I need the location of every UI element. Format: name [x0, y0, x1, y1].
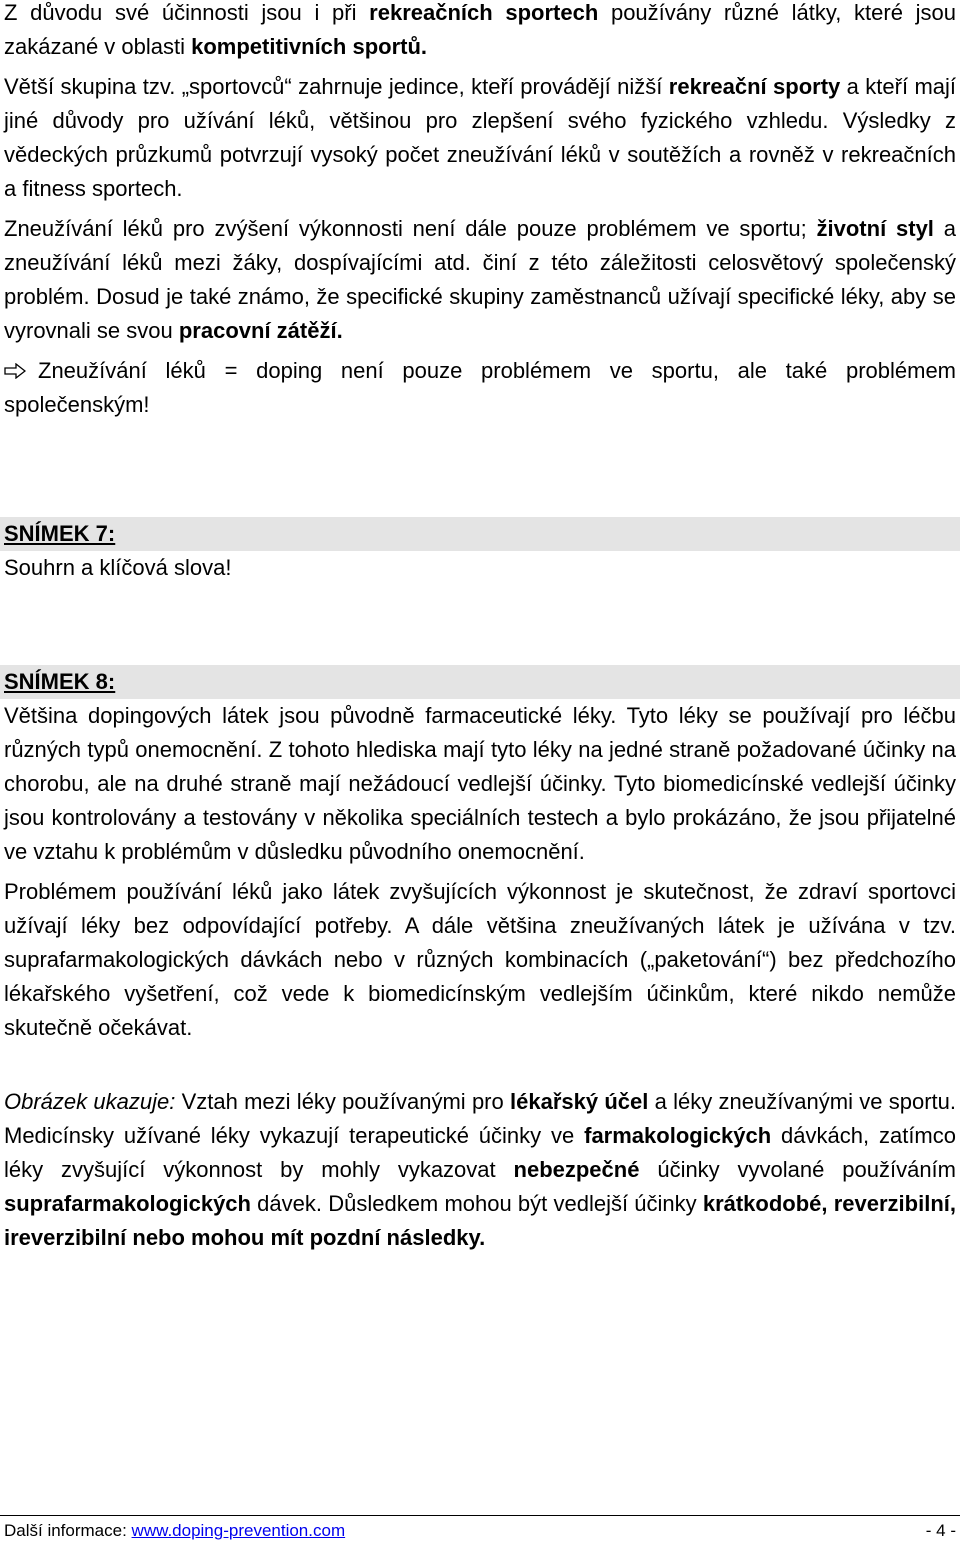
document-page	[4, 0, 956, 1255]
footer-info: Další informace: www.doping-prevention.com	[4, 1521, 346, 1540]
paragraph-recreational-sports: Z důvodu své účinnosti jsou i při rekreačních sportech používány různé látky, které jsou zakázané v oblasti kompetitivních sportů.	[4, 0, 956, 59]
slide-7-text: Souhrn a klíčová slova!	[4, 555, 232, 580]
paragraph-drug-use-problem: Problémem používání léků jako látek zvyšujících výkonnost je skutečnost, že zdraví sportovci užívají léky bez odpovídající potřeby. A dále většina zneužívaných látek je užívána v tzv. suprafarmakologických dávkách nebo v různých kombinacích („paketování“) bez předchozího lékařského vyšetření, což vede k biomedicínským vedlejším účinkům, které nikdo nemůže skutečně očekávat.	[4, 879, 956, 1040]
paragraph-athletes-group: Větší skupina tzv. „sportovců“ zahrnuje jedince, kteří provádějí nižší rekreační sporty a kteří mají jiné důvody pro užívání léků, většinou pro zlepšení svého fyzického vzhledu. Výsledky z vědeckých průzkumů potvrzují vysoký počet zneužívání léků v soutěžích a rovněž v rekreačních a fitness sportech.	[4, 74, 957, 201]
paragraph-doping-substances: Většina dopingových látek jsou původně farmaceutické léky. Tyto léky se používají pro léčbu různých typů onemocnění. Z tohoto hlediska mají tyto léky na jedné straně požadované účinky na chorobu, ale na druhé straně mají nežádoucí vedlejší účinky. Tyto biomedicínské vedlejší účinky jsou kontrolovány a testovány v několika speciálních testech a bylo prokázáno, že jsou přijatelné ve vztahu k problémům v důsledku původního onemocnění.	[4, 703, 956, 864]
slide-8-heading: SNÍMEK 8:	[0, 665, 960, 699]
paragraph-drug-abuse: Zneužívání léků pro zvýšení výkonnosti není dále pouze problémem ve sportu; životní styl a zneužívání léků mezi žáky, dospívajícími atd. činí z této záležitosti celosvětový společenský problém. Dosud je také známo, že specifické skupiny zaměstnanců užívají specifické léky, aby se vyrovnali se svou pracovní zátěží.	[4, 216, 956, 343]
slide-7-heading: SNÍMEK 7:	[0, 517, 960, 551]
page-footer	[0, 1515, 960, 1540]
paragraph-conclusion: Zneužívání léků = doping není pouze problémem ve sportu, ale také problémem společenským!	[4, 354, 956, 422]
website-link[interactable]: www.doping-prevention.com	[131, 1521, 346, 1540]
right-arrow-outline-icon	[4, 355, 26, 371]
page-number: - 4 -	[925, 1521, 956, 1540]
paragraph-figure-caption: Obrázek ukazuje: Vztah mezi léky používanými pro lékařský účel a léky zneužívanými ve sportu. Medicínsky užívané léky vykazují terapeutické účinky ve farmakologických dávkách, zatímco léky zvyšující výkonnost by mohly vykazovat nebezpečné účinky vyvolané používáním suprafarmakologických dávek. Důsledkem mohou být vedlejší účinky krátkodobé, reverzibilní, ireverzibilní nebo mohou mít pozdní následky.	[4, 1089, 956, 1250]
